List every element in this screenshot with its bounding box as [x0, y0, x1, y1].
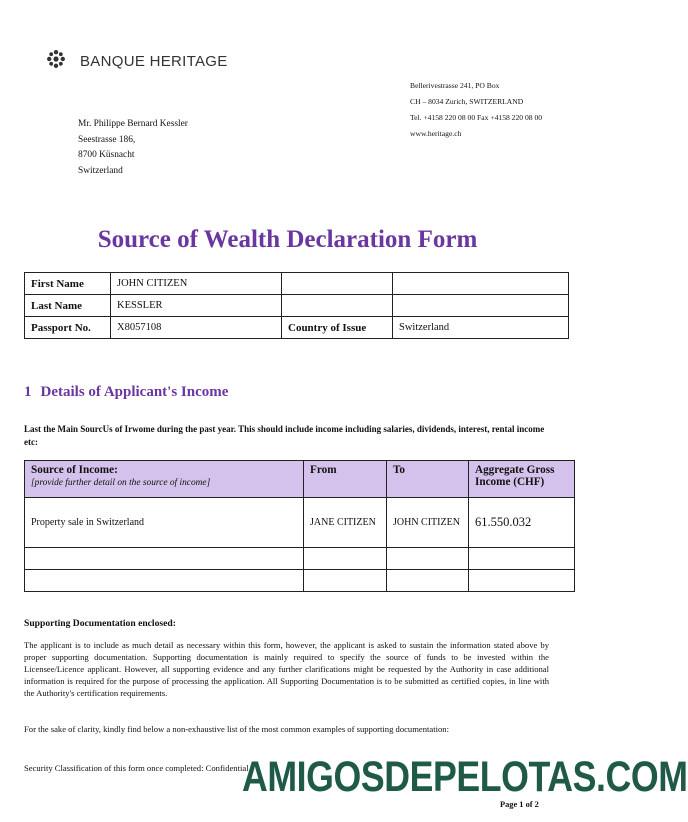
empty-cell: [393, 295, 569, 317]
bank-logo: [46, 49, 228, 74]
table-row: [25, 570, 575, 592]
empty-cell[interactable]: [387, 548, 469, 570]
table-header-row: [25, 461, 575, 498]
first-name-label: First Name: [25, 273, 111, 295]
recipient-line: 8700 Küsnacht: [78, 150, 135, 160]
first-name-field[interactable]: JOHN CITIZEN: [111, 273, 282, 295]
recipient-line: Switzerland: [78, 165, 123, 176]
table-row: [25, 273, 569, 295]
empty-cell[interactable]: [304, 570, 387, 592]
source-header: [25, 461, 304, 498]
empty-cell[interactable]: [304, 548, 387, 570]
empty-cell: [282, 273, 393, 295]
empty-cell[interactable]: [469, 570, 575, 592]
source-header-label: Source of Income:: [31, 464, 118, 476]
bank-name: BANQUE HERITAGE: [80, 53, 228, 70]
flower-snowflake-icon: [46, 49, 66, 74]
amount-cell[interactable]: 61.550.032: [469, 498, 575, 548]
bank-address: [410, 78, 542, 142]
empty-cell: [282, 295, 393, 317]
from-header: From: [304, 461, 387, 498]
to-cell[interactable]: JOHN CITIZEN: [387, 498, 469, 548]
page-number: Page 1 of 2: [500, 800, 539, 809]
address-line: www.heritage.ch: [410, 129, 462, 138]
form-title: Source of Wealth Declaration Form: [97, 226, 478, 253]
recipient-line: Seestrasse 186,: [78, 134, 136, 145]
section-number: 1: [24, 384, 32, 400]
recipient-address: [78, 117, 188, 179]
passport-label: Passport No.: [25, 317, 111, 339]
supporting-paragraph: The applicant is to include as much detail as necessary within this form, however, the applicant is asked to sustain the information stated above by proper supporting documentation. Supporting documentation is mainly required to specify the source of funds to be invested within the Licensee/Licence applicant. However, all supporting evidence and any further clarifications might be requested by the Authority in case additional information is required for the purpose of processing the application. All Supporting Documentation is to be submitted as certified copies, in line with the Authority's certification requirements.: [24, 640, 549, 698]
table-row: [25, 317, 569, 339]
section-intro: Last the Main SourcUs of Irwome during the past year. This should include income including salaries, dividends, interest, rental income etc:: [24, 424, 545, 447]
aggregate-header: Aggregate Gross Income (CHF): [469, 461, 575, 498]
table-row: [25, 548, 575, 570]
supporting-heading: Supporting Documentation enclosed:: [24, 618, 176, 629]
from-cell[interactable]: JANE CITIZEN: [304, 498, 387, 548]
address-line: Bellerivestrasse 241, PO Box: [410, 81, 500, 90]
section-heading: [24, 384, 228, 401]
last-name-label: Last Name: [25, 295, 111, 317]
address-line: Tel. +4158 220 08 00 Fax +4158 220 08 00: [410, 113, 543, 122]
watermark: AMIGOSDEPELOTAS.COM: [242, 753, 688, 801]
table-row: [25, 498, 575, 548]
to-header: To: [387, 461, 469, 498]
empty-cell[interactable]: [25, 548, 304, 570]
country-of-issue-field[interactable]: Switzerland: [393, 317, 569, 339]
recipient-line: Mr. Philippe Bernard Kessler: [78, 119, 188, 129]
country-of-issue-label: Country of Issue: [282, 317, 393, 339]
passport-field[interactable]: X8057108: [111, 317, 282, 339]
empty-cell: [393, 273, 569, 295]
clarity-note: For the sake of clarity, kindly find below a non-exhaustive list of the most common examples of supporting documentation:: [24, 724, 449, 734]
empty-cell[interactable]: [387, 570, 469, 592]
applicant-table: [24, 272, 569, 339]
address-line: CH – 8034 Zurich, SWITZERLAND: [410, 97, 524, 106]
source-cell[interactable]: Property sale in Switzerland: [25, 498, 304, 548]
security-note: Security Classification of this form once completed: Confidential: [24, 763, 249, 773]
section-title: Details of Applicant's Income: [40, 384, 229, 400]
empty-cell[interactable]: [469, 548, 575, 570]
income-table: [24, 460, 575, 592]
table-row: [25, 295, 569, 317]
last-name-field[interactable]: KESSLER: [111, 295, 282, 317]
empty-cell[interactable]: [25, 570, 304, 592]
source-header-hint: [provide further detail on the source of income]: [31, 478, 211, 488]
